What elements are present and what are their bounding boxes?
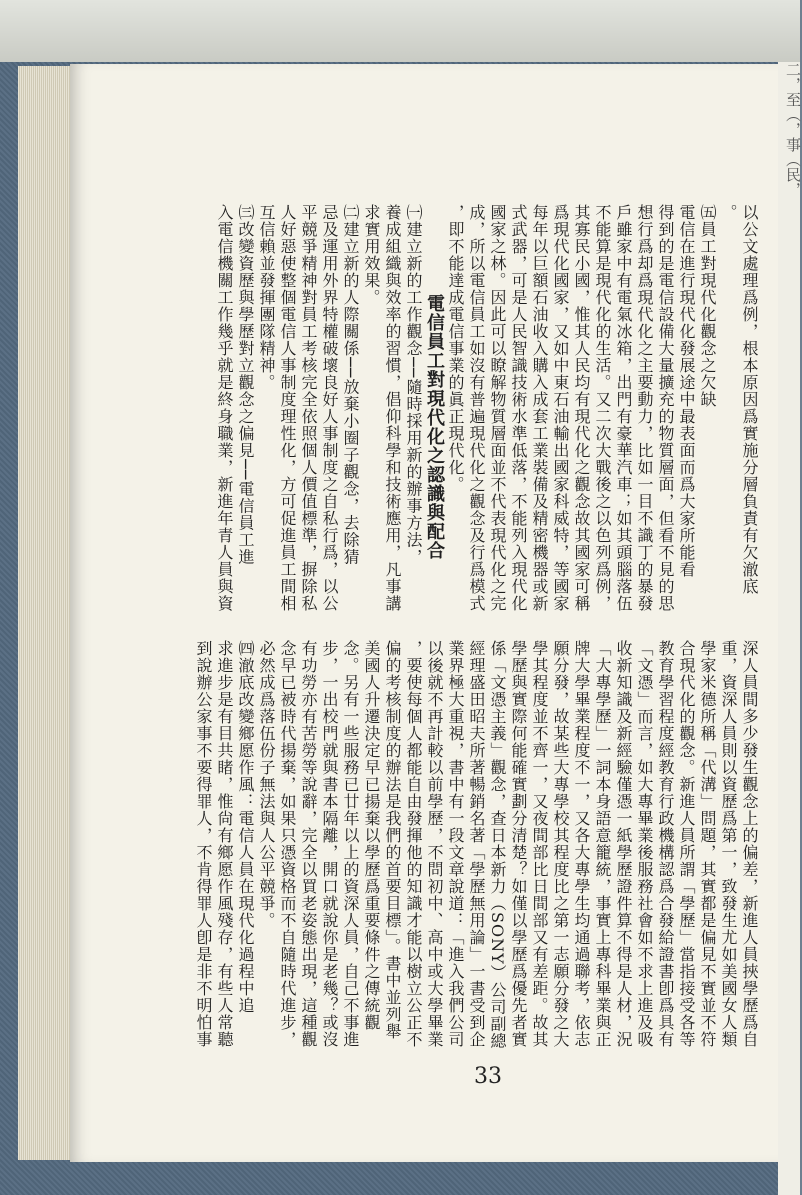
text-line: 養成組織與效率的習慣，倡仰科學和技術應用，凡事講	[383, 204, 402, 612]
text-line: 式武器，可是人民智識技術水準低落，不能列入現代化	[509, 204, 528, 612]
text-line: 願分發，故某些大專學校其程度比之第一志願分發之大	[551, 640, 570, 1048]
text-line: ㈠建立新的工作觀念──隨時採用新的辦事方法，	[404, 204, 423, 566]
text-line: 成，所以電信員工如沒有普遍現代化之觀念及行爲模式	[467, 204, 486, 612]
page-number: 33	[474, 1064, 502, 1089]
text-line: 其寡民小國，惟其人民均有現代化之觀念故其國家可稱	[572, 204, 591, 612]
text-line: 得到的是電信設備大量擴充的物質層面，但看不見的思	[656, 204, 675, 612]
text-line: 平競爭精神對員工考核完全依照個人價值標準，摒除私	[299, 204, 318, 612]
section-heading-5: ㈤員工對現代化觀念之欠缺	[698, 204, 717, 408]
adjacent-page-edge	[778, 62, 800, 1195]
chapter-heading: 電信員工對現代化之認識與配合	[424, 294, 445, 560]
text-line: 學家米德所稱「代溝」問題，其實都是偏見不實並不符	[698, 640, 717, 1048]
text-line: 偏的考核制度的辦法是我們的首要目標」。書中並列舉	[383, 640, 402, 1040]
text-line: 忌及運用外界特權破壞良好人事制度之自私行爲，以公	[320, 204, 339, 612]
text-line: 電信在進行現代化發展途中最表面而爲大家所能看	[677, 204, 696, 578]
text-line: 經理盛田昭夫所著暢銷名著「學歷無用論」一書受到企	[467, 640, 486, 1048]
text-line: 國家之林。因此可以瞭解物質層面並不代表現代化之完	[488, 204, 507, 612]
text-line: 學歷與實際何能確實劃分清楚？如僅以學歷爲優先者實	[509, 640, 528, 1048]
text-line: 爲現代化國家，又如中東石油輸出國家科威特，等國家	[551, 204, 570, 612]
text-line: 戶雖家中有電氣冰箱，出門有豪華汽車；如其頭腦落伍	[614, 204, 633, 612]
text-line: 業界極大重視，書中有一段文章說道：「進入我們公司	[446, 640, 465, 1048]
text-line: 念早已被時代揚棄，如果只憑資格而不自隨時代進步，	[278, 640, 297, 1048]
text-line: ㈣澈底改變鄉愿作風：電信人員在現代化過程中追	[236, 640, 255, 1014]
text-line: 人好惡使整個電信人事制度理性化，方可促進員工間相	[278, 204, 297, 612]
adjacent-page-text: 二，至（，事（民，	[784, 62, 802, 197]
lower-text-column	[193, 640, 760, 1110]
book-cover-top	[0, 0, 800, 62]
text-line: 每年以巨額石油收入購入成套工業裝備及精密機器或新	[530, 204, 549, 612]
text-line: 以公文處理爲例，根本原因爲實施分層負責有欠澈底	[740, 204, 759, 595]
text-line: 想行爲却爲現代化之主要動力，比如一目不識丁的暴發	[635, 204, 654, 612]
text-line: 。	[719, 204, 738, 221]
text-line: ㈢改變資歷與學歷對立觀念之偏見──電信員工進	[236, 204, 255, 566]
upper-text-column	[214, 204, 760, 672]
text-line: 步，一出校門就與書本隔離，開口就說你是老幾？或沒	[320, 640, 339, 1048]
text-line: 求進步是有目共睹，惟尙有鄉愿作風殘存，有些人常聽	[215, 640, 234, 1048]
text-line: 「文憑」而言，如大專畢業後服務社會如不求上進及吸	[635, 640, 654, 1048]
text-line: 學其程度並不齊一，又夜間部比日間部又有差距。故其	[530, 640, 549, 1048]
text-line: 有功勞亦有苦勞等說辭，完全以買老姿態出現，這種觀	[299, 640, 318, 1048]
text-line: ，要使每個人都能自由發揮他的知識才能以樹立公正不	[404, 640, 423, 1048]
text-line: ，即不能達成電信事業的眞正現代化。	[446, 204, 465, 493]
text-line: 互信賴並發揮團隊精神。	[257, 204, 276, 391]
text-line: 收新知識及新經驗僅憑一紙學歷證件算不得是人材，況	[614, 640, 633, 1048]
text-line: 教育學習程度經教育行政機構認爲合發給證書卽爲具有	[656, 640, 675, 1048]
text-line: 必然成爲落伍份子無法與人公平競爭。	[257, 640, 276, 929]
page-stack	[18, 66, 76, 1160]
text-line: 係「文憑主義」觀念，查日本新力（SONY）公司副總	[488, 640, 507, 1050]
text-line: 入電信機關工作幾乎就是終身職業，新進年青人員與資	[215, 204, 234, 612]
text-line: ㈡建立新的人際關係──放棄小圈子觀念，去除猜	[341, 204, 360, 566]
text-line: 求實用效果。	[362, 204, 381, 306]
text-line: 合現代化的觀念。新進人員所謂「學歷」當指接受各等	[677, 640, 696, 1048]
text-line: 美國人升遷決定早已揚棄以學歷爲重要條件之傳統觀	[362, 640, 381, 1031]
text-line: 念。另有一些服務已廿年以上的資深人員，自己不事進	[341, 640, 360, 1048]
text-line: 牌大學畢業程度不一，又各大專學生均通過聯考，依志	[572, 640, 591, 1048]
text-line: 「大專學歷」一詞本身語意籠統，事實上專科畢業與正	[593, 640, 612, 1048]
text-line: 重，資深人員則以資歷爲第一，致發生尤如美國女人類	[719, 640, 738, 1048]
book-page	[70, 64, 778, 1162]
text-line: 不能算是現代化的生活。又二次大戰後之以色列爲例，	[593, 204, 612, 612]
text-line: 深人員間多少發生觀念上的偏差，新進人員挾學歷爲自	[740, 640, 759, 1048]
text-line: 以後就不再計較以前學歷，不問初中、高中或大學畢業	[425, 640, 444, 1048]
text-line: 到說辦公家事不要得罪人，不肯得罪人卽是非不明怕事	[194, 640, 213, 1048]
